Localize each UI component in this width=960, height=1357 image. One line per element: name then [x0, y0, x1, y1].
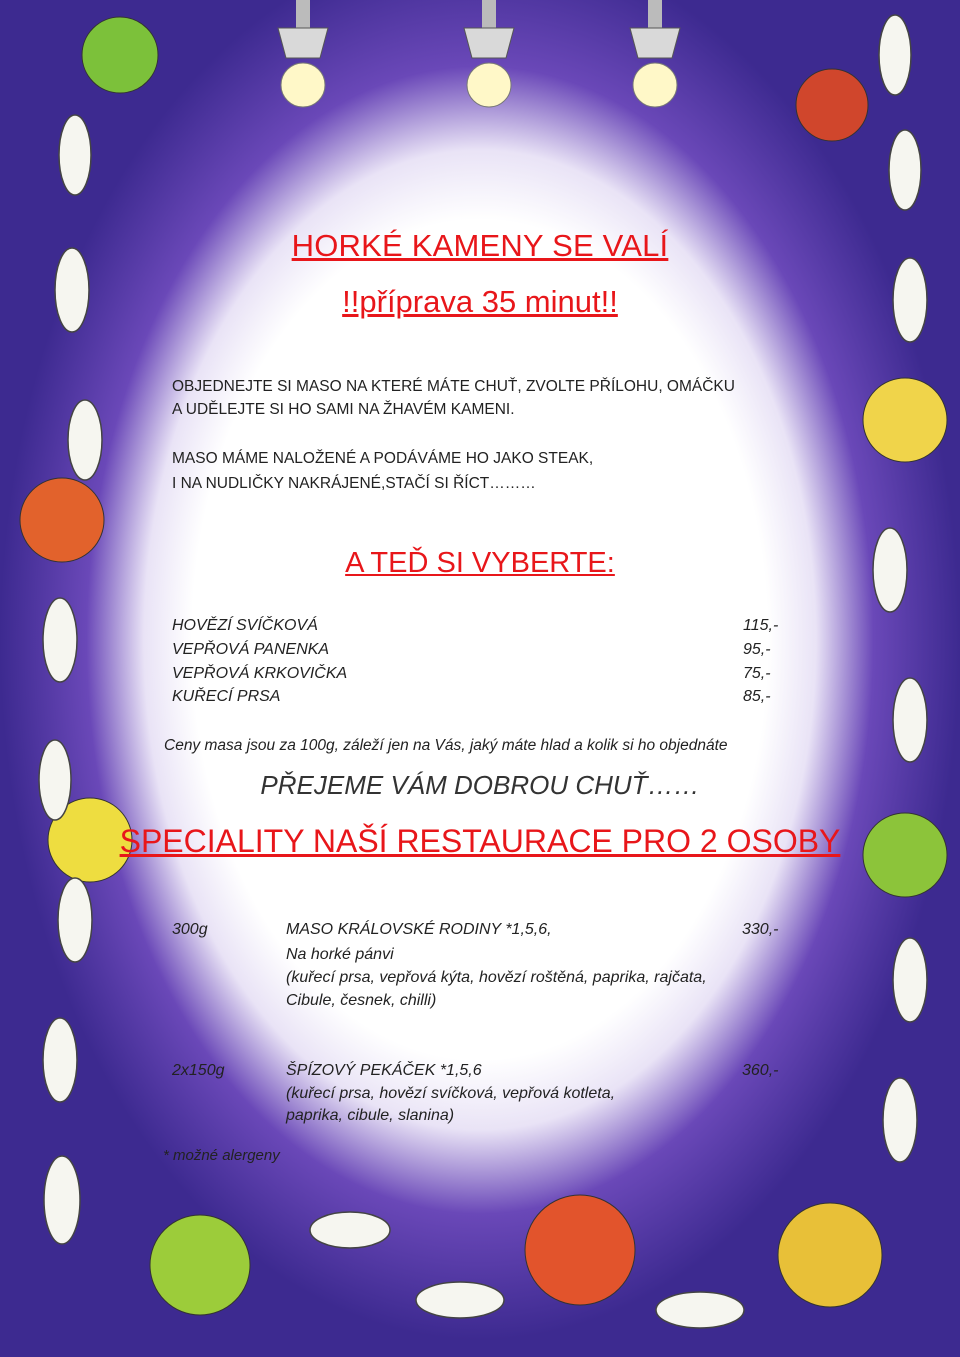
meat-price: 115,- — [743, 617, 779, 634]
intro-line: OBJEDNEJTE SI MASO NA KTERÉ MÁTE CHUŤ, ZVOLTE PŘÍLOHU, OMÁČKU — [172, 378, 735, 395]
intro-line: MASO MÁME NALOŽENÉ A PODÁVÁME HO JAKO STEAK, — [172, 450, 594, 467]
meat-row — [172, 617, 792, 635]
specialty-detail: (kuřecí prsa, vepřová kýta, hovězí roštěná, paprika, rajčata, — [286, 969, 707, 986]
meat-name: KUŘECÍ PRSA — [172, 688, 281, 705]
meat-name: VEPŘOVÁ PANENKA — [172, 641, 330, 658]
wish-text: PŘEJEME VÁM DOBROU CHUŤ…… — [260, 770, 700, 800]
specialty-weight: 300g — [172, 921, 208, 938]
specialty-heading: SPECIALITY NAŠÍ RESTAURACE PRO 2 OSOBY — [119, 823, 841, 859]
choose-heading: A TEĎ SI VYBERTE: — [345, 547, 615, 579]
specialty-weight: 2x150g — [172, 1062, 225, 1079]
specialty-price: 360,- — [742, 1062, 779, 1079]
specialty-detail: paprika, cibule, slanina) — [286, 1107, 455, 1124]
meat-row — [172, 641, 792, 659]
meat-price: 85,- — [743, 688, 771, 705]
meat-row — [172, 665, 792, 683]
meat-name: HOVĚZÍ SVÍČKOVÁ — [172, 617, 318, 634]
intro-line: I NA NUDLIČKY NAKRÁJENÉ,STAČÍ SI ŘÍCT……… — [172, 475, 536, 492]
specialty-detail: Na horké pánvi — [286, 946, 394, 963]
specialty-name: MASO KRÁLOVSKÉ RODINY *1,5,6, — [286, 921, 552, 938]
page-title: HORKÉ KAMENY SE VALÍ — [291, 228, 669, 263]
intro-line: A UDĚLEJTE SI HO SAMI NA ŽHAVÉM KAMENI. — [172, 401, 515, 418]
meat-price: 95,- — [743, 641, 771, 658]
specialty-name: ŠPÍZOVÝ PEKÁČEK *1,5,6 — [286, 1062, 482, 1079]
meat-price: 75,- — [743, 665, 771, 682]
allergen-note: * možné alergeny — [163, 1147, 280, 1164]
price-note: Ceny masa jsou za 100g, záleží jen na Vás, jaký máte hlad a kolik si ho objednáte — [164, 737, 728, 754]
meat-row — [172, 688, 792, 706]
specialty-price: 330,- — [742, 921, 779, 938]
specialty-detail: Cibule, česnek, chilli) — [286, 992, 437, 1009]
specialty-detail: (kuřecí prsa, hovězí svíčková, vepřová kotleta, — [286, 1085, 616, 1102]
meat-name: VEPŘOVÁ KRKOVIČKA — [172, 665, 348, 682]
prep-time: !!příprava 35 minut!! — [342, 284, 618, 319]
